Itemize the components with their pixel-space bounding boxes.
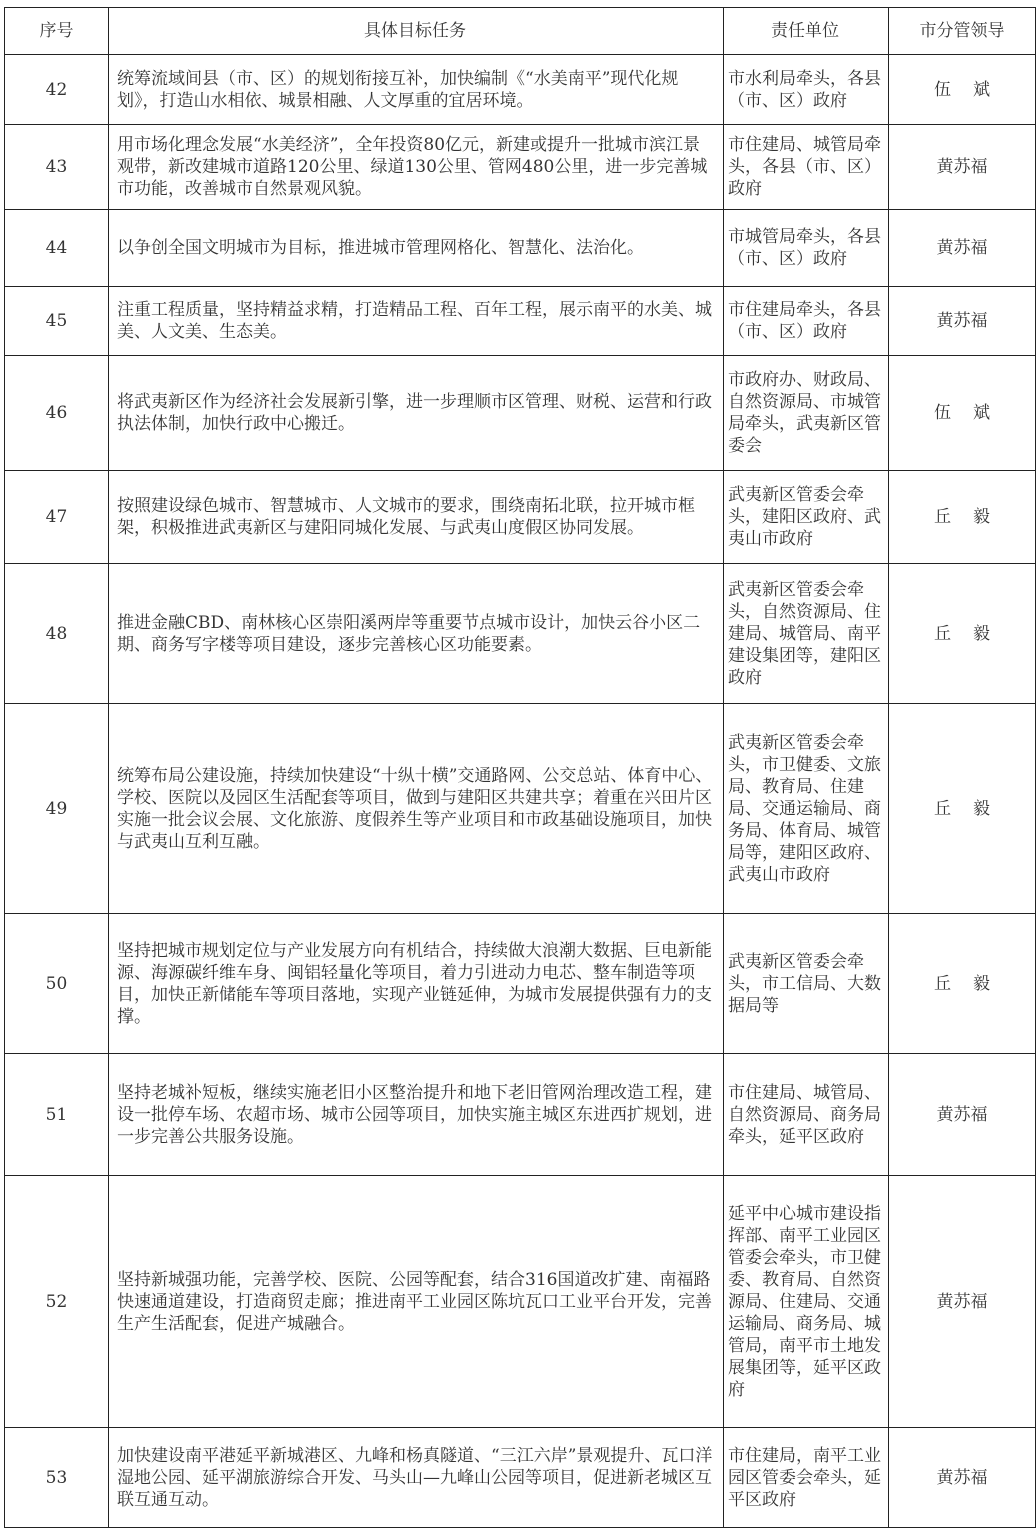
row-no: 53: [5, 1428, 109, 1528]
table-row: [5, 704, 1036, 914]
row-task: 加快建设南平港延平新城港区、九峰和杨真隧道、“三江六岸”景观提升、瓦口洋湿地公园、延平湖旅游综合开发、马头山—九峰山公园等项目，促进新老城区互联互通互动。: [109, 1428, 724, 1528]
row-task: 坚持老城补短板，继续实施老旧小区整治提升和地下老旧管网治理改造工程，建设一批停车场、农超市场、城市公园等项目，加快实施主城区东进西扩规划，进一步完善公共服务设施。: [109, 1054, 724, 1176]
row-leader: 黄苏福: [889, 125, 1036, 210]
row-task: 以争创全国文明城市为目标，推进城市管理网格化、智慧化、法治化。: [109, 210, 724, 287]
task-table: [4, 7, 1036, 1528]
row-no: 50: [5, 914, 109, 1054]
row-unit: 武夷新区管委会牵头，自然资源局、住建局、城管局、南平建设集团等，建阳区政府: [724, 564, 889, 704]
header-leader: 市分管领导: [889, 8, 1036, 55]
row-unit: 武夷新区管委会牵头，市卫健委、文旅局、教育局、住建局、交通运输局、商务局、体育局、城管局等，建阳区政府、武夷山市政府: [724, 704, 889, 914]
header-unit: 责任单位: [724, 8, 889, 55]
header-task: 具体目标任务: [109, 8, 724, 55]
row-unit: 延平中心城市建设指挥部、南平工业园区管委会牵头，市卫健委、教育局、自然资源局、住建局、交通运输局、商务局、城管局，南平市土地发展集团等，延平区政府: [724, 1176, 889, 1428]
row-unit: 市住建局牵头，各县（市、区）政府: [724, 287, 889, 356]
row-task: 注重工程质量，坚持精益求精，打造精品工程、百年工程，展示南平的水美、城美、人文美、生态美。: [109, 287, 724, 356]
table-row: [5, 1428, 1036, 1528]
table-row: [5, 55, 1036, 125]
row-no: 45: [5, 287, 109, 356]
row-leader: 丘毅: [889, 471, 1036, 564]
row-unit: 武夷新区管委会牵头，市工信局、大数据局等: [724, 914, 889, 1054]
row-no: 44: [5, 210, 109, 287]
row-task: 将武夷新区作为经济社会发展新引擎，进一步理顺市区管理、财税、运营和行政执法体制，加快行政中心搬迁。: [109, 356, 724, 471]
header-no: 序号: [5, 8, 109, 55]
row-leader: 伍斌: [889, 356, 1036, 471]
row-leader: 黄苏福: [889, 1428, 1036, 1528]
row-unit: 市城管局牵头，各县（市、区）政府: [724, 210, 889, 287]
row-task: 用市场化理念发展“水美经济”，全年投资80亿元，新建或提升一批城市滨江景观带，新改建城市道路120公里、绿道130公里、管网480公里，进一步完善城市功能，改善城市自然景观风貌。: [109, 125, 724, 210]
row-unit: 武夷新区管委会牵头，建阳区政府、武夷山市政府: [724, 471, 889, 564]
table-header-row: [5, 8, 1036, 55]
row-leader: 伍斌: [889, 55, 1036, 125]
row-no: 52: [5, 1176, 109, 1428]
row-leader: 黄苏福: [889, 1176, 1036, 1428]
row-no: 47: [5, 471, 109, 564]
table-row: [5, 914, 1036, 1054]
table-row: [5, 1054, 1036, 1176]
row-no: 51: [5, 1054, 109, 1176]
table-row: [5, 125, 1036, 210]
row-task: 坚持新城强功能，完善学校、医院、公园等配套，结合316国道改扩建、南福路快速通道建设，打造商贸走廊；推进南平工业园区陈坑瓦口工业平台开发，完善生产生活配套，促进产城融合。: [109, 1176, 724, 1428]
row-no: 46: [5, 356, 109, 471]
row-unit: 市住建局，南平工业园区管委会牵头，延平区政府: [724, 1428, 889, 1528]
row-unit: 市水利局牵头，各县（市、区）政府: [724, 55, 889, 125]
row-leader: 丘毅: [889, 564, 1036, 704]
row-leader: 黄苏福: [889, 1054, 1036, 1176]
table-row: [5, 287, 1036, 356]
row-task: 按照建设绿色城市、智慧城市、人文城市的要求，围绕南拓北联，拉开城市框架，积极推进武夷新区与建阳同城化发展、与武夷山度假区协同发展。: [109, 471, 724, 564]
row-task: 坚持把城市规划定位与产业发展方向有机结合，持续做大浪潮大数据、巨电新能源、海源碳纤维车身、闽铝轻量化等项目，着力引进动力电芯、整车制造等项目，加快正新储能车等项目落地，实现产业链延伸，为城市发展提供强有力的支撑。: [109, 914, 724, 1054]
row-no: 43: [5, 125, 109, 210]
table-row: [5, 356, 1036, 471]
row-no: 49: [5, 704, 109, 914]
row-task: 统筹布局公建设施，持续加快建设“十纵十横”交通路网、公交总站、体育中心、学校、医院以及园区生活配套等项目，做到与建阳区共建共享；着重在兴田片区实施一批会议会展、文化旅游、度假养生等产业项目和市政基础设施项目，加快与武夷山互利互融。: [109, 704, 724, 914]
row-task: 统筹流域间县（市、区）的规划衔接互补，加快编制《“水美南平”现代化规划》，打造山水相依、城景相融、人文厚重的宜居环境。: [109, 55, 724, 125]
row-unit: 市政府办、财政局、自然资源局、市城管局牵头，武夷新区管委会: [724, 356, 889, 471]
row-unit: 市住建局、城管局牵头，各县（市、区）政府: [724, 125, 889, 210]
row-no: 42: [5, 55, 109, 125]
row-leader: 黄苏福: [889, 287, 1036, 356]
table-row: [5, 1176, 1036, 1428]
table-row: [5, 564, 1036, 704]
row-leader: 丘毅: [889, 914, 1036, 1054]
row-unit: 市住建局、城管局、自然资源局、商务局牵头，延平区政府: [724, 1054, 889, 1176]
row-leader: 丘毅: [889, 704, 1036, 914]
table-row: [5, 471, 1036, 564]
row-leader: 黄苏福: [889, 210, 1036, 287]
table-row: [5, 210, 1036, 287]
row-task: 推进金融CBD、南林核心区崇阳溪两岸等重要节点城市设计，加快云谷小区二期、商务写字楼等项目建设，逐步完善核心区功能要素。: [109, 564, 724, 704]
row-no: 48: [5, 564, 109, 704]
